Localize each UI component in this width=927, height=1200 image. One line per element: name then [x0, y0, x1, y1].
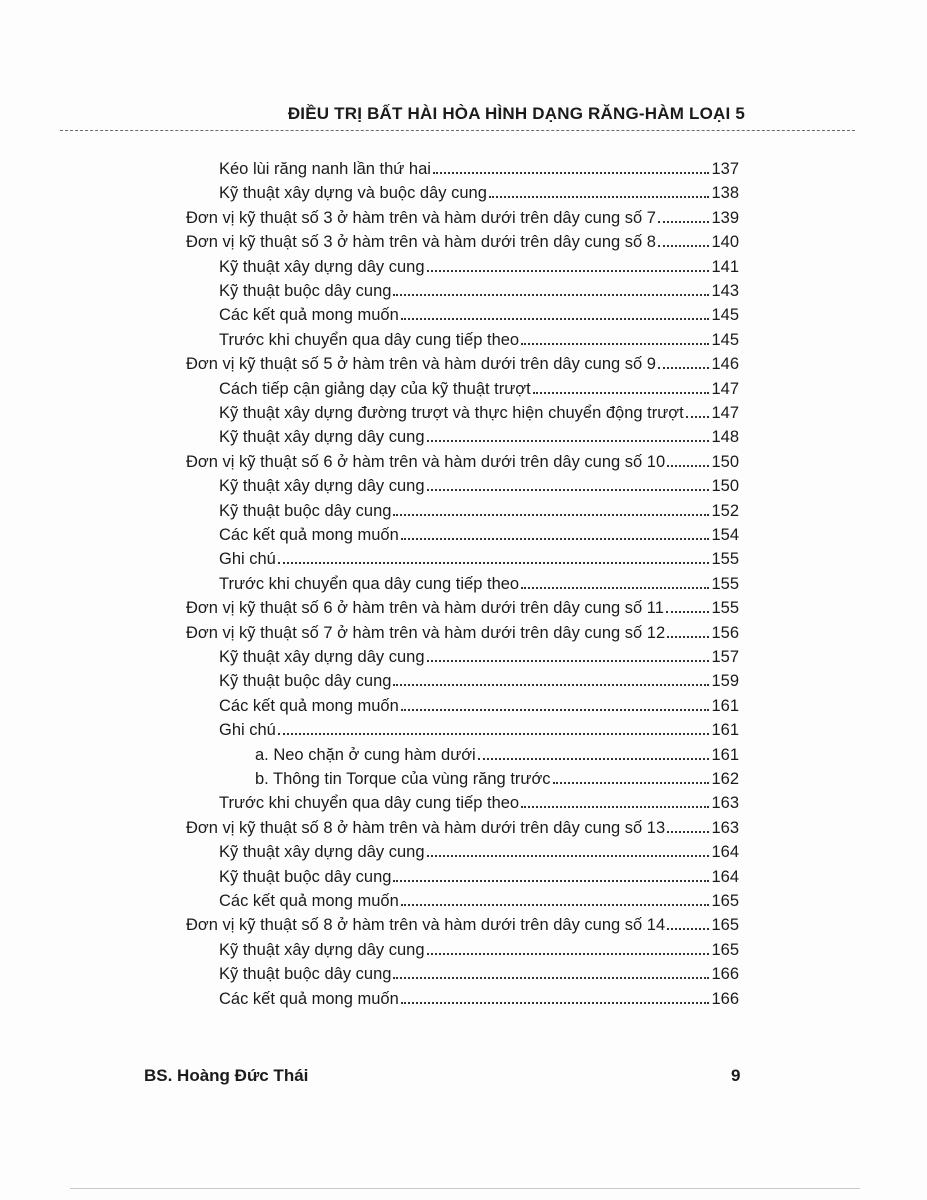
- toc-entry-title: Đơn vị kỹ thuật số 8 ở hàm trên và hàm dưới trên dây cung số 13: [186, 818, 666, 837]
- toc-entry: [219, 572, 739, 596]
- toc-entry-page: 140: [711, 233, 739, 252]
- toc-entry: [219, 645, 739, 669]
- toc-entry-page: 166: [711, 989, 739, 1008]
- toc-entry: [219, 303, 739, 327]
- toc-entry: [186, 621, 739, 645]
- toc-entry: [219, 791, 739, 815]
- toc-entry: [219, 474, 739, 498]
- toc-entry: [219, 425, 739, 449]
- toc-entry-page: 152: [711, 501, 739, 520]
- toc-entry-title: Trước khi chuyển qua dây cung tiếp theo: [219, 574, 520, 593]
- toc-entry-title: Ghi chú: [219, 721, 276, 740]
- toc-entry: [219, 181, 739, 205]
- toc-dot-leader: [667, 464, 709, 467]
- footer-page-number: 9: [731, 1066, 741, 1085]
- toc-entry: [219, 865, 739, 889]
- toc-entry: [219, 255, 739, 279]
- toc-entry-title: Đơn vị kỹ thuật số 6 ở hàm trên và hàm dưới trên dây cung số 10: [186, 452, 666, 471]
- toc-entry-page: 155: [711, 599, 739, 618]
- toc-entry-page: 163: [711, 794, 739, 813]
- toc-entry-title: Kỹ thuật xây dựng và buộc dây cung: [219, 184, 487, 203]
- toc-entry: [186, 913, 739, 937]
- toc-entry-page: 141: [711, 257, 739, 276]
- toc-entry-title: b. Thông tin Torque của vùng răng trước: [255, 770, 551, 788]
- toc-entry-title: Các kết quả mong muốn: [219, 696, 399, 715]
- toc-entry: [219, 889, 739, 913]
- toc-dot-leader: [489, 195, 710, 198]
- toc-entry: [186, 230, 739, 254]
- toc-dot-leader: [667, 635, 709, 638]
- toc-entry: [219, 523, 739, 547]
- toc-entry-title: Kỹ thuật xây dựng dây cung: [219, 257, 425, 276]
- toc-entry-page: 150: [711, 477, 739, 496]
- toc-dot-leader: [667, 927, 709, 930]
- toc-entry-page: 159: [711, 672, 739, 691]
- toc-entry-title: Kéo lùi răng nanh lần thứ hai: [219, 160, 431, 178]
- toc-entry-title: Kỹ thuật buộc dây cung: [219, 672, 392, 691]
- toc-entry-title: Kỹ thuật buộc dây cung: [219, 501, 392, 520]
- toc-entry: [219, 694, 739, 718]
- toc-entry: [219, 377, 739, 401]
- toc-entry-title: Kỹ thuật xây dựng dây cung: [219, 477, 425, 496]
- toc-entry-title: Kỹ thuật buộc dây cung: [219, 282, 392, 300]
- toc-entry-page: 147: [711, 404, 739, 422]
- toc-entry-page: 145: [711, 330, 739, 349]
- toc-dot-leader: [278, 732, 710, 735]
- toc-entry-title: Đơn vị kỹ thuật số 6 ở hàm trên và hàm dưới trên dây cung số 11: [186, 599, 664, 618]
- toc-entry-title: Kỹ thuật xây dựng dây cung: [219, 428, 425, 447]
- toc-entry: [219, 987, 739, 1011]
- toc-dot-leader: [278, 561, 710, 564]
- toc-entry: [186, 816, 739, 840]
- toc-entry-page: 155: [711, 550, 739, 569]
- toc-entry-title: Kỹ thuật xây dựng dây cung: [219, 843, 425, 862]
- toc-entry-title: Đơn vị kỹ thuật số 5 ở hàm trên và hàm dưới trên dây cung số 9: [186, 355, 656, 374]
- toc-entry-page: 148: [711, 428, 739, 447]
- toc-entry-title: Đơn vị kỹ thuật số 3 ở hàm trên và hàm dưới trên dây cung số 7: [186, 208, 656, 227]
- running-header: ĐIỀU TRỊ BẤT HÀI HÒA HÌNH DẠNG RĂNG-HÀM LOẠI 5: [287, 104, 745, 123]
- toc-entry-page: 164: [711, 867, 739, 886]
- toc-entry-page: 157: [711, 648, 739, 666]
- toc-dot-leader: [393, 879, 709, 882]
- toc-entry: [219, 499, 739, 523]
- toc-entry: [186, 596, 739, 620]
- toc-dot-leader: [553, 781, 710, 784]
- footer-author: BS. Hoàng Đức Thái: [144, 1066, 309, 1085]
- toc-entry: [219, 401, 739, 425]
- toc-dot-leader: [521, 342, 709, 345]
- toc-entry-title: Kỹ thuật xây dựng dây cung: [219, 648, 425, 666]
- toc-entry: [186, 450, 739, 474]
- header-divider: [60, 130, 855, 131]
- toc-dot-leader: [427, 488, 710, 491]
- toc-entry-title: Các kết quả mong muốn: [219, 989, 399, 1008]
- toc-dot-leader: [427, 952, 710, 955]
- toc-entry-title: Kỹ thuật buộc dây cung: [219, 965, 392, 984]
- toc-dot-leader: [686, 415, 710, 418]
- toc-entry-page: 164: [711, 843, 739, 862]
- toc-entry-title: Trước khi chuyển qua dây cung tiếp theo: [219, 330, 520, 349]
- toc-dot-leader: [393, 683, 709, 686]
- toc-entry: [186, 352, 739, 376]
- toc-dot-leader: [658, 244, 709, 247]
- toc-entry: [219, 669, 739, 693]
- toc-entry: [219, 328, 739, 352]
- toc-entry-page: 166: [711, 965, 739, 984]
- toc-dot-leader: [658, 366, 709, 369]
- page-bottom-edge: [70, 1188, 860, 1189]
- toc-entry: [186, 206, 739, 230]
- toc-entry-title: Ghi chú: [219, 550, 276, 569]
- toc-dot-leader: [666, 610, 710, 613]
- toc-dot-leader: [433, 171, 710, 174]
- toc-entry-page: 146: [711, 355, 739, 374]
- toc-dot-leader: [401, 1001, 710, 1004]
- toc-entry-title: a. Neo chặn ở cung hàm dưới: [255, 745, 476, 764]
- toc-dot-leader: [427, 439, 710, 442]
- toc-entry-title: Kỹ thuật xây dựng đường trượt và thực hiện chuyển động trượt: [219, 404, 684, 422]
- toc-entry-page: 161: [711, 745, 739, 764]
- toc-dot-leader: [393, 513, 709, 516]
- toc-entry: [219, 840, 739, 864]
- toc-entry-page: 154: [711, 526, 739, 544]
- toc-dot-leader: [401, 537, 710, 540]
- toc-dot-leader: [667, 830, 709, 833]
- toc-entry-page: 165: [711, 892, 739, 910]
- toc-entry-page: 155: [711, 574, 739, 593]
- toc-entry-title: Các kết quả mong muốn: [219, 892, 399, 910]
- toc-entry-title: Các kết quả mong muốn: [219, 526, 399, 544]
- toc-entry-title: Trước khi chuyển qua dây cung tiếp theo: [219, 794, 520, 813]
- toc-entry-page: 161: [711, 721, 739, 740]
- toc-entry-page: 138: [711, 184, 739, 203]
- toc-entry-page: 162: [711, 770, 739, 788]
- toc-entry: [255, 767, 739, 791]
- toc-entry-title: Kỹ thuật buộc dây cung: [219, 867, 392, 886]
- toc-entry-page: 147: [711, 379, 739, 398]
- toc-entry-page: 165: [711, 916, 739, 935]
- toc-entry: [219, 157, 739, 181]
- toc-dot-leader: [427, 854, 710, 857]
- toc-entry-title: Đơn vị kỹ thuật số 3 ở hàm trên và hàm dưới trên dây cung số 8: [186, 233, 656, 252]
- toc-entry-page: 161: [711, 696, 739, 715]
- toc-entry: [219, 279, 739, 303]
- toc-dot-leader: [393, 976, 709, 979]
- toc-entry-page: 139: [711, 208, 739, 227]
- toc-dot-leader: [533, 391, 710, 394]
- toc-entry-title: Đơn vị kỹ thuật số 8 ở hàm trên và hàm dưới trên dây cung số 14: [186, 916, 666, 935]
- toc-entry-page: 150: [711, 452, 739, 471]
- toc-entry: [219, 718, 739, 742]
- toc-entry-page: 143: [711, 282, 739, 300]
- toc-entry-title: Các kết quả mong muốn: [219, 306, 399, 325]
- toc-entry-page: 156: [711, 623, 739, 642]
- toc-entry-page: 163: [711, 818, 739, 837]
- toc-entry: [219, 962, 739, 986]
- toc-entry-title: Đơn vị kỹ thuật số 7 ở hàm trên và hàm dưới trên dây cung số 12: [186, 623, 666, 642]
- toc-entry: [219, 547, 739, 571]
- toc-dot-leader: [427, 659, 710, 662]
- toc-dot-leader: [401, 903, 710, 906]
- toc-entry-page: 165: [711, 940, 739, 959]
- toc-dot-leader: [427, 269, 710, 272]
- toc-dot-leader: [478, 757, 710, 760]
- toc-entry: [219, 938, 739, 962]
- toc-dot-leader: [393, 293, 709, 296]
- toc-entry-title: Kỹ thuật xây dựng dây cung: [219, 940, 425, 959]
- toc-dot-leader: [658, 220, 709, 223]
- toc-dot-leader: [521, 586, 709, 589]
- toc-dot-leader: [401, 317, 710, 320]
- toc-entry-title: Cách tiếp cận giảng dạy của kỹ thuật trượt: [219, 379, 531, 398]
- toc-dot-leader: [401, 708, 710, 711]
- toc-entry-page: 137: [711, 160, 739, 178]
- toc-entry: [255, 743, 739, 767]
- toc-dot-leader: [521, 805, 709, 808]
- toc-entry-page: 145: [711, 306, 739, 325]
